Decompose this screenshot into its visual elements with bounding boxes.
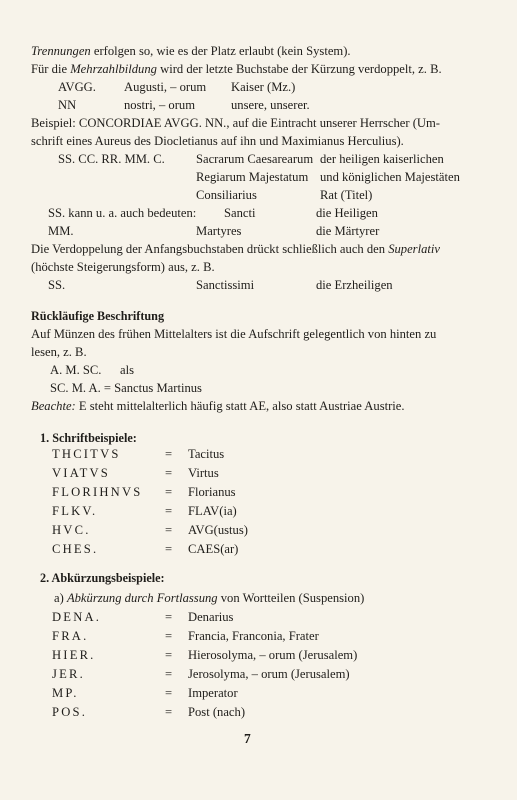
ss-latin-3: Consiliarius xyxy=(196,188,257,202)
avgg-abbr: AVGG. xyxy=(58,80,96,94)
abk-row-value: Imperator xyxy=(188,686,238,700)
line-trennungen xyxy=(31,43,351,59)
ss-kann-bedeuten: SS. kann u. a. auch bedeuten: xyxy=(48,206,197,220)
schrift-row-value: Tacitus xyxy=(188,447,225,461)
beispiel-line1: Beispiel: CONCORDIAE AVGG. NN., auf die Eintracht unserer Herrscher (Um- xyxy=(31,116,440,130)
abk-row-equals: = xyxy=(165,705,173,719)
beachte-label: Beachte: xyxy=(31,399,76,413)
ruecklaeufig-example1-als: als xyxy=(120,363,134,377)
abkuerzungsbeispiele-heading: 2. Abkürzungsbeispiele: xyxy=(40,571,165,585)
schrift-row-value: Florianus xyxy=(188,485,236,499)
abk-row-abbr: FRA. xyxy=(52,629,89,643)
beachte-text: E steht mittelalterlich häufig statt AE, also statt Austriae Austrie. xyxy=(75,399,405,413)
ss-german-1: der heiligen kaiserlichen xyxy=(320,152,444,166)
schrift-row-abbr: VIATVS xyxy=(52,466,110,480)
ruecklaeufig-example2: SC. M. A. = Sanctus Martinus xyxy=(50,381,202,395)
schrift-row-value: FLAV(ia) xyxy=(188,504,237,518)
mm-abbr: MM. xyxy=(48,224,74,238)
abk-row-abbr: DENA. xyxy=(52,610,102,624)
trennungen-term: Trennungen xyxy=(31,44,91,58)
abk-row-equals: = xyxy=(165,648,173,662)
schrift-row-value: CAES(ar) xyxy=(188,542,239,556)
schrift-row-abbr: THCITVS xyxy=(52,447,121,461)
ruecklaeufig-example1-abbr: A. M. SC. xyxy=(50,363,102,377)
sancti-latin: Sancti xyxy=(224,206,256,220)
abk-row-abbr: POS. xyxy=(52,705,88,719)
schrift-row-equals: = xyxy=(165,523,173,537)
schrift-row-equals: = xyxy=(165,466,173,480)
verdoppelung-text: Die Verdoppelung der Anfangsbuchstaben drückt schließlich auch den xyxy=(31,242,389,256)
erzheiligen-german: die Erzheiligen xyxy=(316,278,393,292)
abk-row-equals: = xyxy=(165,610,173,624)
avgg-latin: Augusti, – orum xyxy=(124,80,207,94)
schrift-row-equals: = xyxy=(165,485,173,499)
abk-row-abbr: MP. xyxy=(52,686,79,700)
beispiel-line2: schrift eines Aureus des Diocletianus auf ihn und Maximianus Herculius). xyxy=(31,134,404,148)
schrift-row-value: AVG(ustus) xyxy=(188,523,248,537)
schrift-row-abbr: FLORIHNVS xyxy=(52,485,143,499)
schrift-row-abbr: HVC. xyxy=(52,523,91,537)
ss-german-3: Rat (Titel) xyxy=(320,188,373,202)
abk-row-value: Denarius xyxy=(188,610,234,624)
mehrzahl-lead: Für die xyxy=(31,62,71,76)
avgg-german: Kaiser (Mz.) xyxy=(231,80,296,94)
trennungen-text: erfolgen so, wie es der Platz erlaubt (kein System). xyxy=(90,44,351,58)
abk-row-abbr: HIER. xyxy=(52,648,96,662)
mehrzahl-text: wird der letzte Buchstabe der Kürzung verdoppelt, z. B. xyxy=(156,62,442,76)
schrift-row-equals: = xyxy=(165,447,173,461)
heiligen-german: die Heiligen xyxy=(316,206,378,220)
maertyrer-german: die Märtyrer xyxy=(316,224,380,238)
line-mehrzahl xyxy=(31,61,442,77)
nn-german: unsere, unserer. xyxy=(231,98,310,112)
schriftbeispiele-heading: 1. Schriftbeispiele: xyxy=(40,431,137,445)
abk-row-equals: = xyxy=(165,629,173,643)
verdoppelung-line2: (höchste Steigerungsform) aus, z. B. xyxy=(31,260,215,274)
abk-row-value: Hierosolyma, – orum (Jerusalem) xyxy=(188,648,358,662)
martyres-latin: Martyres xyxy=(196,224,242,238)
schrift-row-equals: = xyxy=(165,542,173,556)
schrift-row-equals: = xyxy=(165,504,173,518)
abk-row-abbr: JER. xyxy=(52,667,85,681)
mehrzahl-term: Mehrzahlbildung xyxy=(70,62,157,76)
ss-abbr: SS. CC. RR. MM. C. xyxy=(58,152,165,166)
ruecklaeufig-para-line1: Auf Münzen des frühen Mittelalters ist die Aufschrift gelegentlich von hinten zu xyxy=(31,327,437,341)
abk-row-equals: = xyxy=(165,667,173,681)
suspension-term: Abkürzung durch Fortlassung xyxy=(66,591,218,605)
page-number: 7 xyxy=(244,731,251,746)
suspension-marker: a) xyxy=(54,591,67,605)
abk-row-value: Francia, Franconia, Frater xyxy=(188,629,319,643)
beachte-line xyxy=(31,398,405,414)
ss-latin-1: Sacrarum Caesarearum xyxy=(196,152,314,166)
abk-row-equals: = xyxy=(165,686,173,700)
sanctissimi-latin: Sanctissimi xyxy=(196,278,255,292)
abk-row-value: Post (nach) xyxy=(188,705,246,719)
superlativ-term: Superlativ xyxy=(388,242,440,256)
suspension-text: von Wortteilen (Suspension) xyxy=(217,591,365,605)
schrift-row-abbr: CHES. xyxy=(52,542,99,556)
ss2-abbr: SS. xyxy=(48,278,66,292)
schrift-row-value: Virtus xyxy=(188,466,219,480)
schrift-row-abbr: FLKV. xyxy=(52,504,98,518)
ss-latin-2: Regiarum Majestatum xyxy=(196,170,309,184)
nn-abbr: NN xyxy=(58,98,77,112)
nn-latin: nostri, – orum xyxy=(124,98,196,112)
abk-row-value: Jerosolyma, – orum (Jerusalem) xyxy=(188,667,350,681)
ss-german-2: und königlichen Majestäten xyxy=(320,170,460,184)
suspension-subheading xyxy=(54,590,364,606)
ruecklaeufig-heading: Rückläufige Beschriftung xyxy=(31,309,165,323)
verdoppelung-line1 xyxy=(31,241,440,257)
ruecklaeufig-para-line2: lesen, z. B. xyxy=(31,345,87,359)
